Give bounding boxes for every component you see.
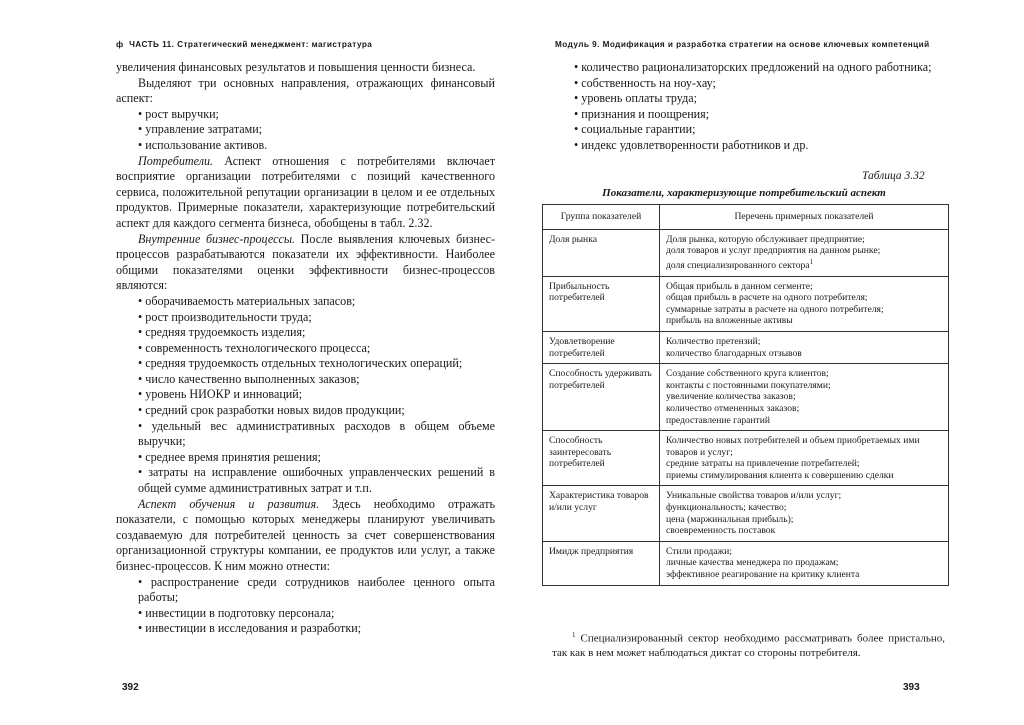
indicator-line: [666, 281, 942, 293]
indicator-line: [666, 391, 942, 403]
indicator-line: [666, 557, 942, 569]
table-header-row: [543, 205, 949, 230]
list-item: • среднее время принятия решения;: [116, 450, 495, 466]
left-header-text: ЧАСТЬ 11. Стратегический менеджмент: магистратура: [129, 40, 373, 49]
indicator-text: количество благодарных отзывов: [666, 347, 802, 359]
list-item: • количество рационализаторских предложений на одного работника;: [552, 60, 948, 76]
group-cell: Удовлетворение потребителей: [543, 331, 660, 363]
table-row: [543, 431, 949, 486]
indicator-line: [666, 336, 942, 348]
indicator-text: Доля рынка, которую обслуживает предприятие;: [666, 233, 865, 245]
table-row: [543, 276, 949, 331]
group-cell: Прибыльность потребителей: [543, 276, 660, 331]
footnote: [552, 628, 945, 661]
indicator-text: Стили продажи;: [666, 545, 732, 557]
list-item: • удельный вес административных расходов в общем объеме выручки;: [116, 419, 495, 450]
paragraph-processes: [116, 232, 495, 294]
bullet-list-learning-cont: [552, 60, 948, 154]
indicator-line: [666, 234, 942, 246]
right-running-header: Модуль 9. Модификация и разработка стратегии на основе ключевых компетенций: [555, 40, 930, 49]
indicator-line: [666, 245, 942, 257]
bullet-list-finance: [116, 107, 495, 154]
indicator-text: контакты с постоянными покупателями;: [666, 379, 831, 391]
indicator-text: своевременность поставок: [666, 525, 776, 537]
list-item: • рост производительности труда;: [116, 310, 495, 326]
indicator-text: количество отмененных заказов;: [666, 402, 800, 414]
list-item: • затраты на исправление ошибочных управленческих решений в общей сумме административных затрат и т.п.: [116, 465, 495, 496]
indicator-text: доля специализированного сектора: [666, 259, 810, 271]
group-cell: Способность заинтересовать потребителей: [543, 431, 660, 486]
bullet-list-learning: [116, 575, 495, 637]
list-item: • рост выручки;: [116, 107, 495, 123]
list-item: • средняя трудоемкость изделия;: [116, 325, 495, 341]
indicator-text: предоставление гарантий: [666, 414, 771, 426]
indicator-text: увеличение количества заказов;: [666, 391, 796, 403]
indicator-line: [666, 470, 942, 482]
indicator-text: Количество претензий;: [666, 335, 761, 347]
indicators-cell: [660, 276, 949, 331]
table-title: Показатели, характеризующие потребительский аспект: [602, 187, 886, 199]
list-item: • уровень оплаты труда;: [552, 91, 948, 107]
customer-indicators-table: [542, 204, 949, 586]
table-caption: Таблица 3.32: [862, 170, 925, 182]
indicator-text: приемы стимулирования клиента к совершению сделки: [666, 469, 894, 481]
indicator-line: [666, 348, 942, 360]
list-item: • средний срок разработки новых видов продукции;: [116, 403, 495, 419]
lead-term: Внутренние бизнес-процессы.: [138, 231, 296, 246]
indicator-line: [666, 304, 942, 316]
list-item: • индекс удовлетворенности работников и др.: [552, 138, 948, 154]
table-row: [543, 364, 949, 431]
paragraph-body: Здесь необходимо отражать показатели, с помощью которых менеджеры планируют увеличивать создаваемую для потребителей ценность за счет совершенствования организационной структуры компании, ее продуктов или услуг, а также бизнес-процессов. К ним можно отнести:: [116, 496, 495, 573]
indicator-line: [666, 415, 942, 427]
indicator-line: [666, 546, 942, 558]
indicator-line: [666, 458, 942, 470]
indicators-cell: [660, 486, 949, 541]
group-cell: Способность удерживать потребителей: [543, 364, 660, 431]
table-row: [543, 331, 949, 363]
indicator-text: эффективное реагирование на критику клиента: [666, 569, 860, 581]
indicator-line: [666, 380, 942, 392]
bullet-list-processes: [116, 294, 495, 497]
header-symbol: ф: [116, 40, 124, 49]
indicator-line: [666, 569, 942, 581]
page-number: 392: [122, 682, 139, 693]
table-row: [543, 229, 949, 276]
list-item: • собственность на ноу-хау;: [552, 76, 948, 92]
paragraph-learning: [116, 497, 495, 575]
table-header-cell: Перечень примерных показателей: [660, 205, 949, 230]
indicator-text: личные качества менеджера по продажам;: [666, 557, 839, 569]
list-item: • уровень НИОКР и инноваций;: [116, 387, 495, 403]
right-page: [512, 0, 1024, 725]
lead-term: Потребители.: [138, 153, 214, 168]
left-running-header: [116, 40, 372, 49]
lead-term: Аспект обучения и развития.: [138, 496, 320, 511]
indicator-text: суммарные затраты в расчете на одного потребителя;: [666, 303, 884, 315]
indicator-line: [666, 257, 942, 272]
list-item: • признания и поощрения;: [552, 107, 948, 123]
footnote-text: Специализированный сектор необходимо рассматривать более пристально, так как в нем может наблюдаться диктат со стороны потребителя.: [552, 632, 945, 660]
indicators-cell: [660, 229, 949, 276]
page-number: 393: [903, 682, 920, 693]
indicator-line: [666, 525, 942, 537]
group-cell: Характеристика товаров и/или услуг: [543, 486, 660, 541]
paragraph-body: Аспект отношения с потребителями включает восприятие организации потребителями с позиций качественного сервиса, положительной репутации организации в целом и ее отдельных продуктов. Примерные показатели, характеризующие потребительский аспект для каждого сегмента бизнеса, обобщены в табл. 2.32.: [116, 153, 495, 230]
indicators-cell: [660, 541, 949, 585]
paragraph: Выделяют три основных направления, отражающих финансовый аспект:: [116, 75, 495, 106]
list-item: • оборачиваемость материальных запасов;: [116, 294, 495, 310]
indicator-line: [666, 514, 942, 526]
indicators-cell: [660, 331, 949, 363]
right-text-column: [552, 60, 948, 154]
indicator-text: прибыль на вложенные активы: [666, 315, 793, 327]
indicator-text: Создание собственного круга клиентов;: [666, 368, 829, 380]
indicator-text: цена (маржинальная прибыль);: [666, 513, 794, 525]
group-cell: Доля рынка: [543, 229, 660, 276]
indicator-line: [666, 502, 942, 514]
group-cell: Имидж предприятия: [543, 541, 660, 585]
list-item: • число качественно выполненных заказов;: [116, 372, 495, 388]
indicator-text: доля товаров и услуг предприятия на данном рынке;: [666, 245, 881, 257]
list-item: • использование активов.: [116, 138, 495, 154]
indicator-line: [666, 315, 942, 327]
list-item: • современность технологического процесса;: [116, 341, 495, 357]
paragraph: увеличения финансовых результатов и повышения ценности бизнеса.: [116, 60, 476, 74]
indicator-text: функциональность; качество;: [666, 502, 787, 514]
table-row: [543, 541, 949, 585]
list-item: • инвестиции в исследования и разработки;: [116, 621, 495, 637]
list-item: • управление затратами;: [116, 122, 495, 138]
indicator-line: [666, 490, 942, 502]
indicator-line: [666, 403, 942, 415]
list-item: • средняя трудоемкость отдельных технологических операций;: [116, 356, 495, 372]
footnote-ref: 1: [809, 257, 814, 266]
list-item: • распространение среди сотрудников наиболее ценного опыта работы;: [116, 575, 495, 606]
table-header-cell: Группа показателей: [543, 205, 660, 230]
indicator-line: [666, 368, 942, 380]
indicator-text: Общая прибыль в данном сегменте;: [666, 280, 813, 292]
table-row: [543, 486, 949, 541]
paragraph-body: После выявления ключевых бизнес-процессов разрабатываются показатели их эффективности. Наиболее общими показателями оценки эффективности бизнес-процессов являются:: [116, 231, 496, 293]
indicator-line: [666, 292, 942, 304]
left-text-column: [116, 60, 495, 637]
indicator-text: Количество новых потребителей и объем приобретаемых ими товаров и услуг;: [666, 435, 920, 458]
list-item: • социальные гарантии;: [552, 122, 948, 138]
indicator-line: [666, 435, 942, 458]
paragraph-customers: [116, 154, 495, 232]
indicator-text: Уникальные свойства товаров и/или услуг;: [666, 490, 842, 502]
footnote-marker: 1: [572, 631, 576, 639]
indicator-text: средние затраты на привлечение потребителей;: [666, 458, 860, 470]
list-item: • инвестиции в подготовку персонала;: [116, 606, 495, 622]
indicator-text: общая прибыль в расчете на одного потребителя;: [666, 292, 868, 304]
indicators-cell: [660, 364, 949, 431]
indicators-cell: [660, 431, 949, 486]
